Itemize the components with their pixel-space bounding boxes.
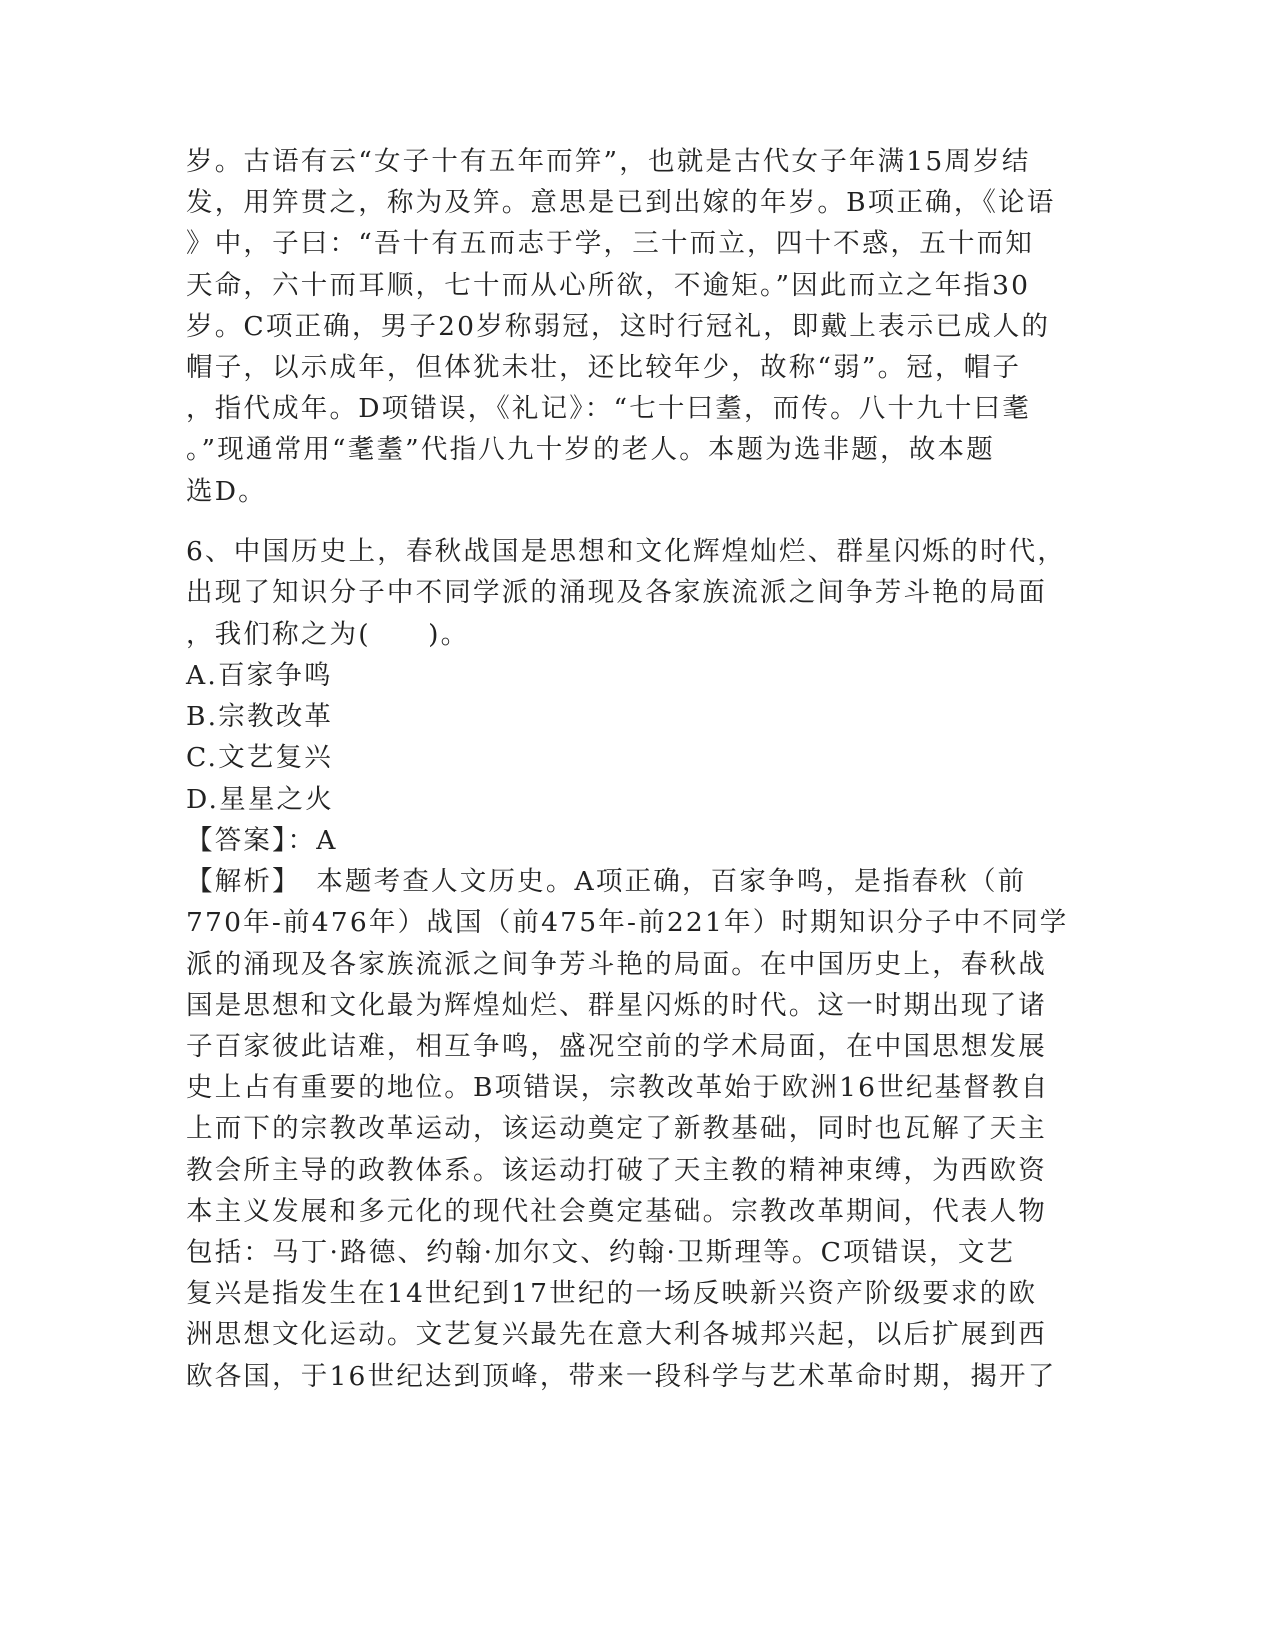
answer-line: 【答案】：A bbox=[186, 825, 338, 856]
text-line: 770年-前476年）战国（前475年-前221年）时期知识分子中不同学 bbox=[186, 907, 1069, 938]
text-line: 上而下的宗教改革运动，该运动奠定了新教基础，同时也瓦解了天主 bbox=[186, 1113, 1047, 1144]
text-line: ，我们称之为( )。 bbox=[186, 619, 470, 650]
option-b: B.宗教改革 bbox=[186, 701, 334, 732]
text-line: 洲思想文化运动。文艺复兴最先在意大利各城邦兴起，以后扩展到西 bbox=[186, 1319, 1047, 1350]
text-line: 子百家彼此诘难，相互争鸣，盛况空前的学术局面，在中国思想发展 bbox=[186, 1031, 1047, 1062]
text-line: 发，用笄贯之，称为及笄。意思是已到出嫁的年岁。B项正确，《论语 bbox=[186, 187, 1056, 218]
text-line: 教会所主导的政教体系。该运动打破了天主教的精神束缚，为西欧资 bbox=[186, 1155, 1047, 1186]
option-c: C.文艺复兴 bbox=[186, 742, 333, 773]
text-line: 欧各国，于16世纪达到顶峰，带来一段科学与艺术革命时期，揭开了 bbox=[186, 1361, 1057, 1392]
text-line: 天命，六十而耳顺，七十而从心所欲，不逾矩。”因此而立之年指30 bbox=[186, 270, 1031, 301]
text-line: ，指代成年。D项错误，《礼记》：“七十曰耋，而传。八十九十曰耄 bbox=[186, 393, 1031, 424]
option-a: A.百家争鸣 bbox=[186, 660, 333, 691]
text-line: 史上占有重要的地位。B项错误，宗教改革始于欧洲16世纪基督教自 bbox=[186, 1072, 1050, 1103]
option-d: D.星星之火 bbox=[186, 784, 334, 815]
text-line: 派的涌现及各家族流派之间争芳斗艳的局面。在中国历史上，春秋战 bbox=[186, 949, 1047, 980]
text-line: 复兴是指发生在14世纪到17世纪的一场反映新兴资产阶级要求的欧 bbox=[186, 1278, 1038, 1309]
text-line: 6、中国历史上，春秋战国是思想和文化辉煌灿烂、群星闪烁的时代， bbox=[186, 536, 1067, 567]
text-line: 包括：马丁·路德、约翰·加尔文、约翰·卫斯理等。C项错误，文艺 bbox=[186, 1237, 1016, 1268]
text-line: 国是思想和文化最为辉煌灿烂、群星闪烁的时代。这一时期出现了诸 bbox=[186, 990, 1047, 1021]
text-line: 选D。 bbox=[186, 476, 267, 507]
text-line: 出现了知识分子中不同学派的涌现及各家族流派之间争芳斗艳的局面 bbox=[186, 577, 1047, 608]
text-line: 本主义发展和多元化的现代社会奠定基础。宗教改革期间，代表人物 bbox=[186, 1196, 1047, 1227]
text-line: 岁。古语有云“女子十有五年而笄”，也就是古代女子年满15周岁结 bbox=[186, 146, 1031, 177]
text-line: 。”现通常用“耄耋”代指八九十岁的老人。本题为选非题，故本题 bbox=[186, 434, 995, 465]
text-line: 》中，子曰：“吾十有五而志于学，三十而立，四十不惑，五十而知 bbox=[186, 228, 1035, 259]
text-line: 【解析】 本题考查人文历史。A项正确，百家争鸣，是指春秋（前 bbox=[186, 866, 1027, 897]
text-line: 帽子，以示成年，但体犹未壮，还比较年少，故称“弱”。冠，帽子 bbox=[186, 352, 1022, 383]
text-line: 岁。C项正确，男子20岁称弱冠，这时行冠礼，即戴上表示已成人的 bbox=[186, 311, 1051, 342]
